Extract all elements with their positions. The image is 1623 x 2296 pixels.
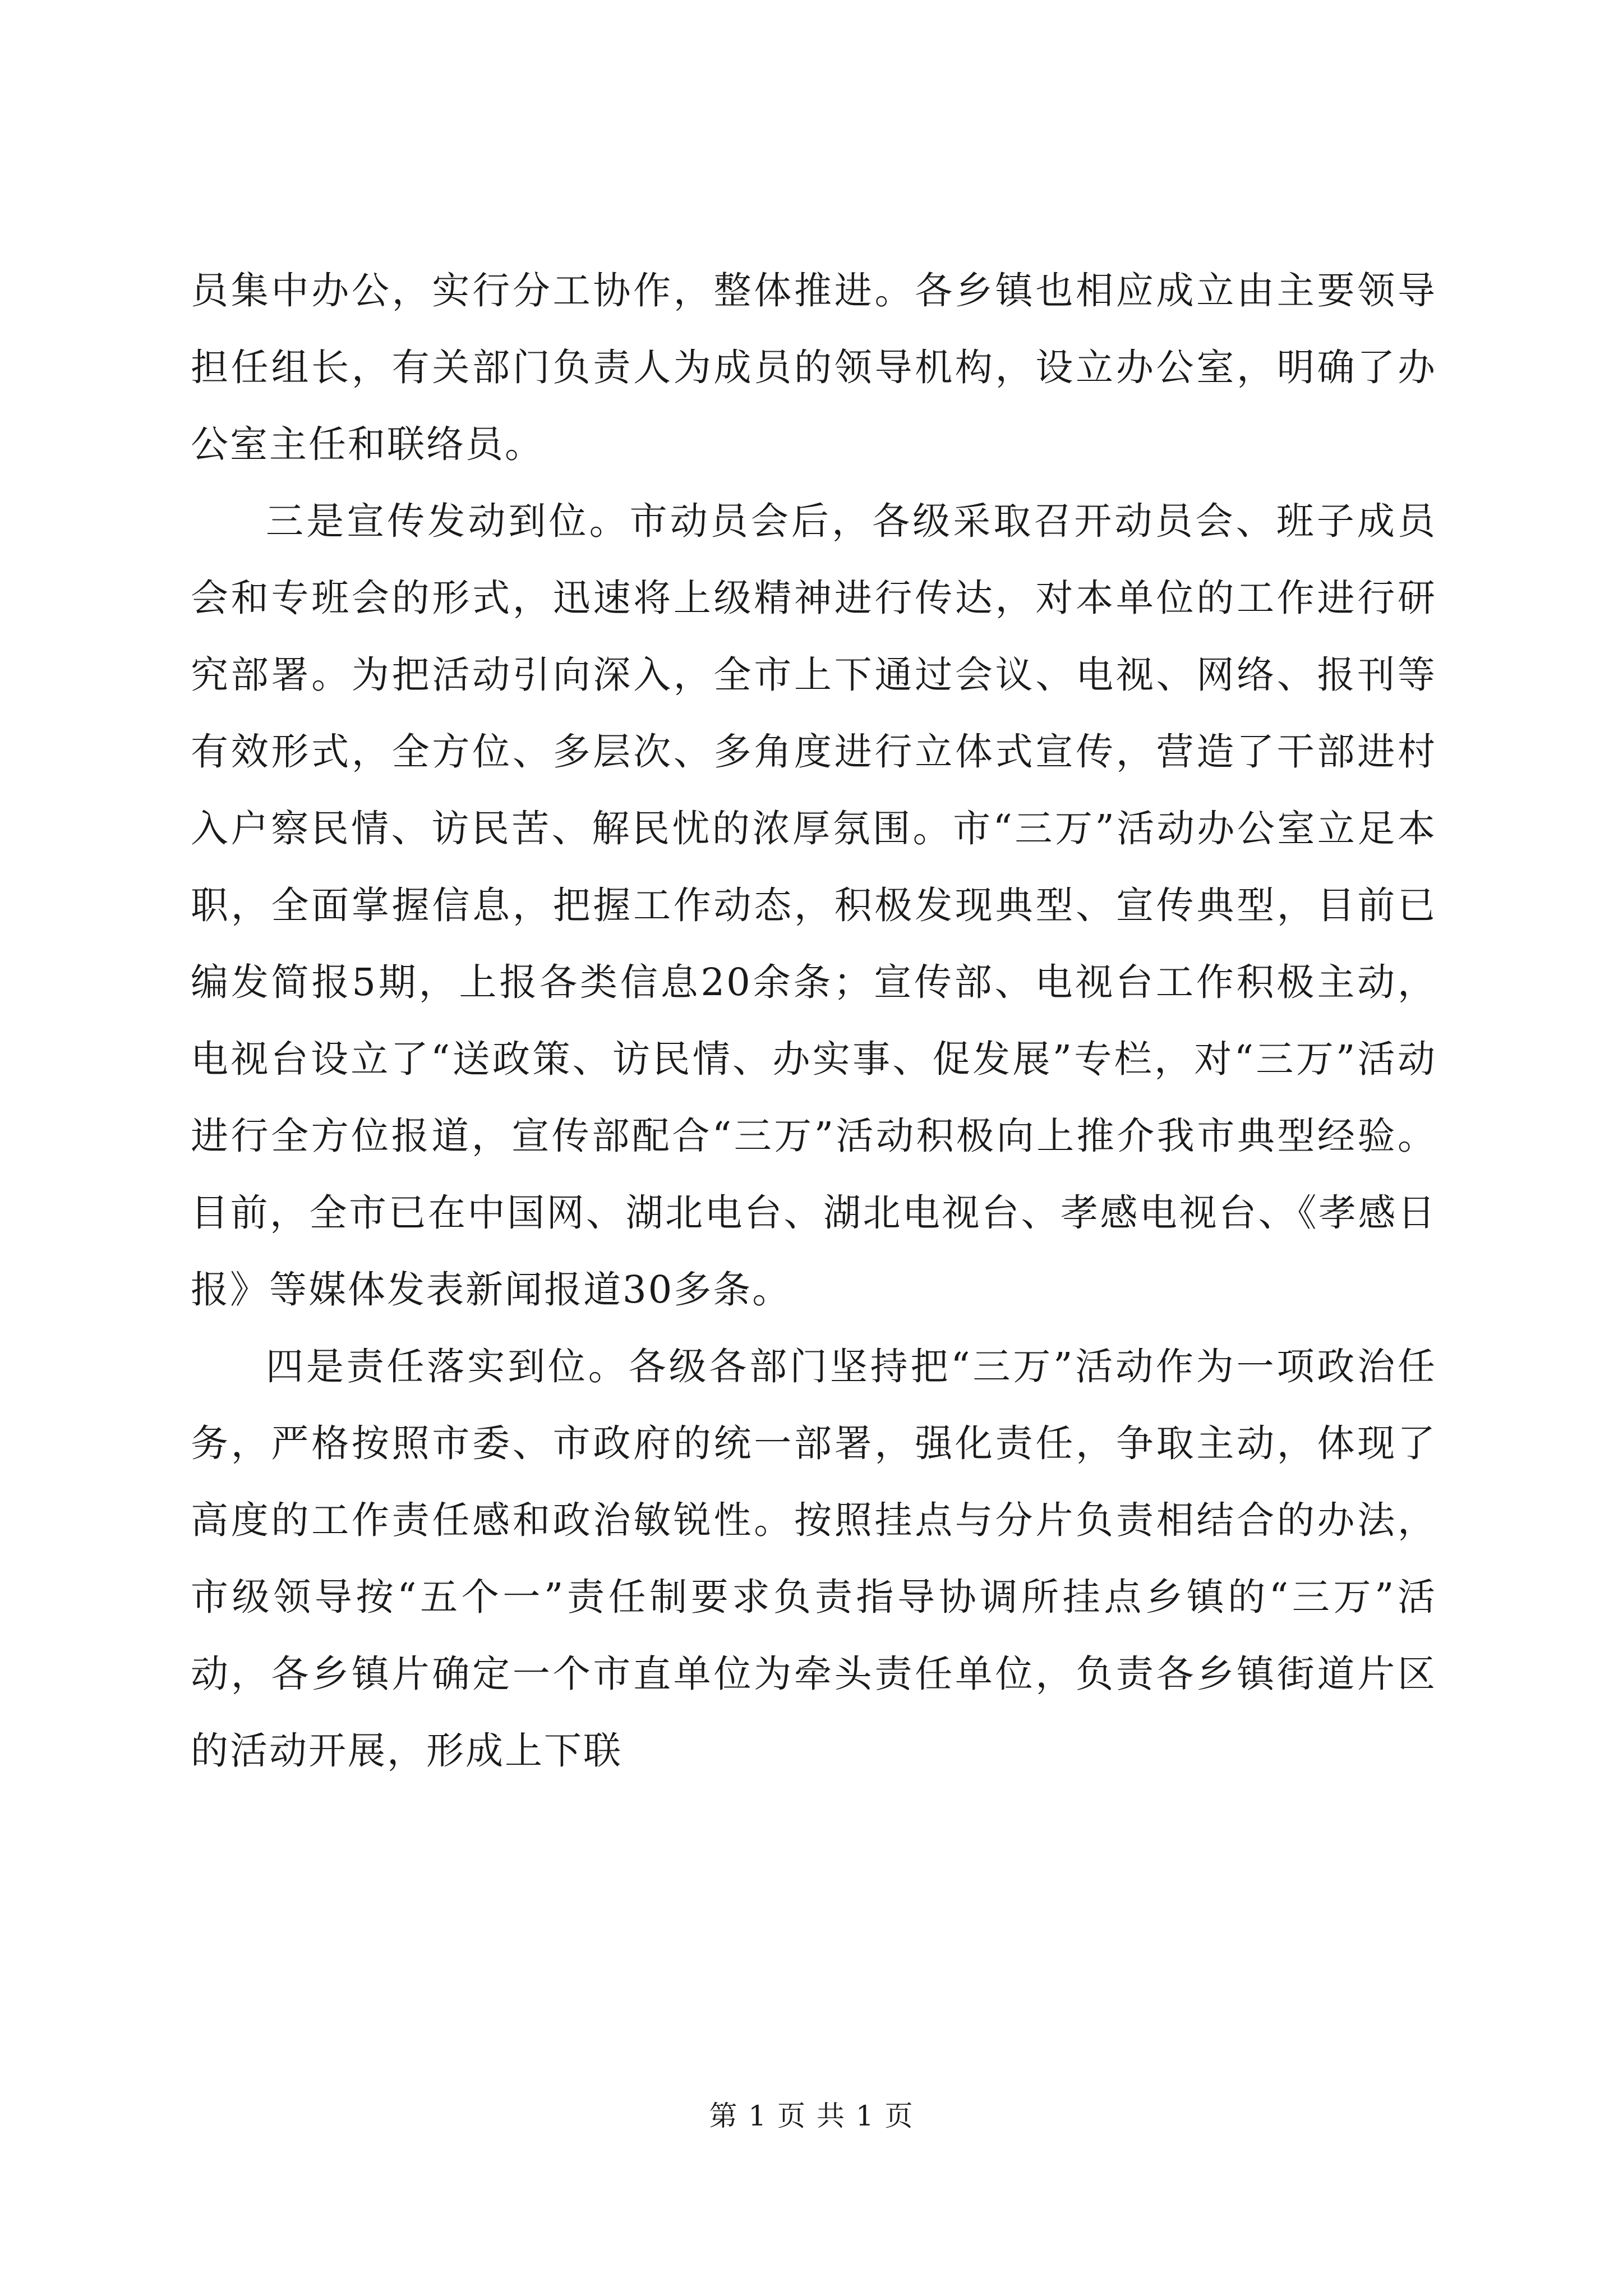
paragraph-2: 三是宣传发动到位。市动员会后，各级采取召开动员会、班子成员会和专班会的形式，迅速将上级精神进行传达，对本单位的工作进行研究部署。为把活动引向深入，全市上下通过会议、电视、网络、报刊等有效形式，全方位、多层次、多角度进行立体式宣传，营造了干部进村入户察民情、访民苦、解民忧的浓厚氛围。市“三万”活动办公室立足本职，全面掌握信息，把握工作动态，积极发现典型、宣传典型，目前已编发简报5期，上报各类信息20余条；宣传部、电视台工作积极主动，电视台设立了“送政策、访民情、办实事、促发展”专栏，对“三万”活动进行全方位报道，宣传部配合“三万”活动积极向上推介我市典型经验。目前，全市已在中国网、湖北电台、湖北电视台、孝感电视台、《孝感日报》等媒体发表新闻报道30多条。 xyxy=(191,499,1437,1312)
page-number-footer: 第 1 页 共 1 页 xyxy=(709,2100,914,2132)
paragraph-1: 员集中办公，实行分工协作，整体推进。各乡镇也相应成立由主要领导担任组长，有关部门负责人为成员的领导机构，设立办公室，明确了办公室主任和联络员。 xyxy=(191,269,1437,466)
document-body xyxy=(191,252,1437,1789)
paragraph-3: 四是责任落实到位。各级各部门坚持把“三万”活动作为一项政治任务，严格按照市委、市政府的统一部署，强化责任，争取主动，体现了高度的工作责任感和政治敏锐性。按照挂点与分片负责相结合的办法，市级领导按“五个一”责任制要求负责指导协调所挂点乡镇的“三万”活动，各乡镇片确定一个市直单位为牵头责任单位，负责各乡镇街道片区的活动开展，形成上下联 xyxy=(191,1345,1437,1773)
